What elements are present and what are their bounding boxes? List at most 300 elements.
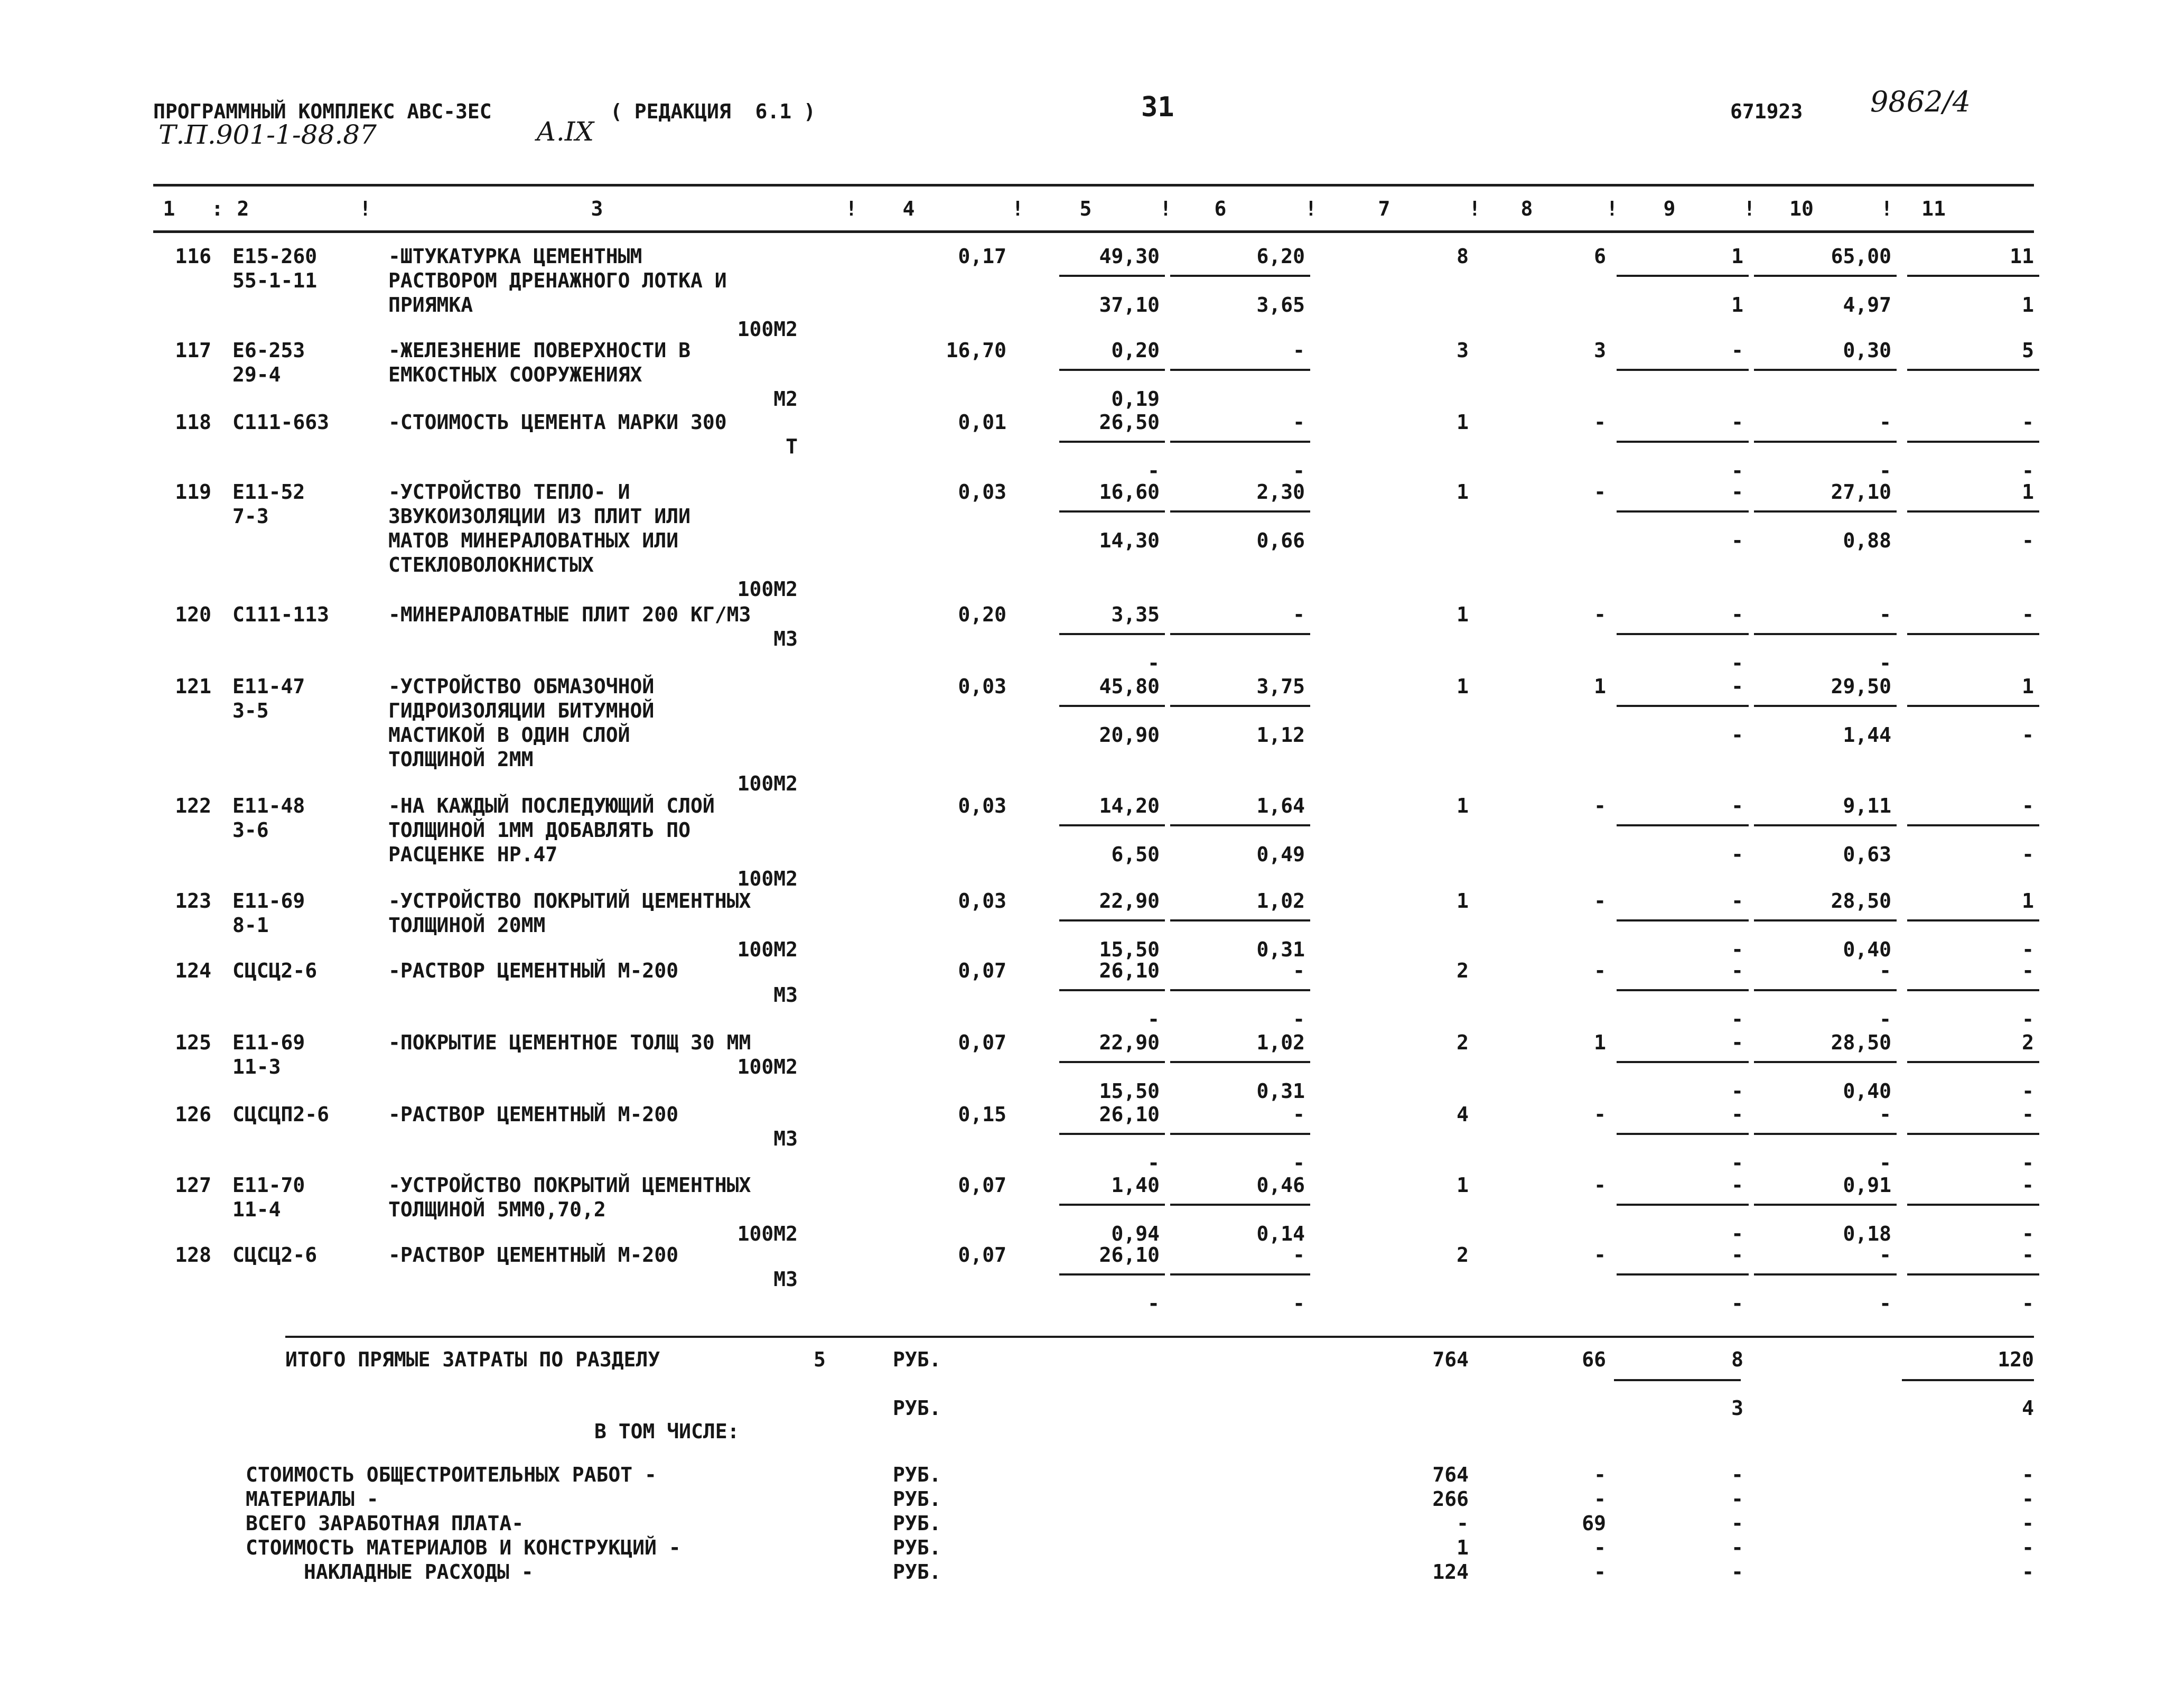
row-code: Е6-253 xyxy=(232,339,305,362)
row-quantity: 0,03 xyxy=(958,675,1006,698)
row-unit: Т xyxy=(786,435,798,458)
row-c5-bottom: 0,19 xyxy=(1111,387,1160,411)
row-description: -НА КАЖДЫЙ ПОСЛЕДУЮЩИЙ СЛОЙ xyxy=(388,794,715,817)
row-code: 3-5 xyxy=(232,699,269,722)
row-code: Е11-52 xyxy=(232,480,305,504)
total-currency: РУБ. xyxy=(893,1348,941,1371)
row-c7: 1 xyxy=(1457,603,1469,626)
fraction-rule xyxy=(1059,633,1165,635)
row-c5-top: 49,30 xyxy=(1099,245,1160,268)
fraction-rule xyxy=(1907,1061,2039,1063)
row-c11-bottom: - xyxy=(2022,529,2034,552)
row-c10-bottom: - xyxy=(1879,1292,1891,1315)
column-separator: ! xyxy=(1881,197,1893,220)
column-separator: : xyxy=(211,197,223,220)
row-description: -ПОКРЫТИЕ ЦЕМЕНТНОЕ ТОЛЩ 30 ММ xyxy=(388,1031,751,1054)
summary-c11: - xyxy=(2022,1487,2034,1511)
row-unit: 100М2 xyxy=(737,772,798,795)
row-c5-top: 16,60 xyxy=(1099,480,1160,504)
row-c11-top: - xyxy=(2022,603,2034,626)
handwritten-project: Т.П.901-1-88.87 xyxy=(158,119,377,150)
row-description: -РАСТВОР ЦЕМЕНТНЫЙ М-200 xyxy=(388,1103,679,1126)
fraction-rule xyxy=(1059,275,1165,277)
row-c5-bottom: 14,30 xyxy=(1099,529,1160,552)
row-code: 29-4 xyxy=(232,363,281,386)
row-c5-top: 22,90 xyxy=(1099,889,1160,913)
fraction-rule xyxy=(1907,369,2039,371)
fraction-rule xyxy=(1754,369,1897,371)
row-c9-top: - xyxy=(1731,411,1743,434)
totals-top-rule xyxy=(285,1336,2034,1338)
column-header-3: 3 xyxy=(591,197,603,220)
row-number: 127 xyxy=(175,1174,211,1197)
summary-c8: - xyxy=(1594,1560,1606,1584)
row-c5-top: 26,10 xyxy=(1099,1103,1160,1126)
row-c6-top: - xyxy=(1293,339,1305,362)
row-c5-bottom: 15,50 xyxy=(1099,1079,1160,1103)
row-c9-bottom: 1 xyxy=(1731,293,1743,316)
fraction-rule xyxy=(1170,1273,1310,1276)
row-c9-bottom: - xyxy=(1731,1292,1743,1315)
summary-currency: РУБ. xyxy=(893,1463,941,1486)
summary-c9: - xyxy=(1731,1536,1743,1559)
fraction-rule xyxy=(1617,919,1749,921)
fraction-rule xyxy=(1059,824,1165,826)
fraction-rule xyxy=(1170,989,1310,991)
summary-c7: 124 xyxy=(1432,1560,1469,1584)
row-quantity: 0,01 xyxy=(958,411,1006,434)
row-c9-bottom: - xyxy=(1731,723,1743,747)
row-unit: М3 xyxy=(773,1268,798,1291)
summary-currency: РУБ. xyxy=(893,1536,941,1559)
fraction-rule xyxy=(1170,705,1310,707)
row-c10-bottom: - xyxy=(1879,459,1891,482)
row-c8: - xyxy=(1594,889,1606,913)
row-c5-top: 26,10 xyxy=(1099,959,1160,982)
summary-c8: - xyxy=(1594,1536,1606,1559)
summary-label: СТОИМОСТЬ ОБЩЕСТРОИТЕЛЬНЫХ РАБОТ - xyxy=(246,1463,657,1486)
row-number: 118 xyxy=(175,411,211,434)
column-separator: ! xyxy=(845,197,857,220)
row-c11-top: - xyxy=(2022,794,2034,817)
fraction-rule xyxy=(1170,824,1310,826)
header-bottom-rule xyxy=(153,230,2034,233)
row-c10-bottom: 0,63 xyxy=(1843,843,1891,866)
summary-c7: 1 xyxy=(1457,1536,1469,1559)
fraction-rule xyxy=(1059,1133,1165,1135)
row-c10-top: - xyxy=(1879,411,1891,434)
row-unit: 100М2 xyxy=(737,867,798,890)
total-c11-bottom: 4 xyxy=(2022,1397,2034,1420)
row-c10-top: 0,30 xyxy=(1843,339,1891,362)
row-c9-top: - xyxy=(1731,889,1743,913)
row-c9-top: - xyxy=(1731,1031,1743,1054)
row-c9-bottom: - xyxy=(1731,1079,1743,1103)
summary-label: МАТЕРИАЛЫ - xyxy=(246,1487,379,1511)
row-c11-bottom: - xyxy=(2022,723,2034,747)
row-c5-bottom: 37,10 xyxy=(1099,293,1160,316)
total-c9: 8 xyxy=(1731,1348,1743,1371)
summary-label: СТОИМОСТЬ МАТЕРИАЛОВ И КОНСТРУКЦИЙ - xyxy=(246,1536,681,1559)
row-c7: 1 xyxy=(1457,675,1469,698)
fraction-rule xyxy=(1617,633,1749,635)
summary-c8: - xyxy=(1594,1487,1606,1511)
row-c11-bottom: - xyxy=(2022,1008,2034,1031)
row-number: 116 xyxy=(175,245,211,268)
row-c6-top: - xyxy=(1293,1243,1305,1267)
row-c11-top: 5 xyxy=(2022,339,2034,362)
row-c7: 1 xyxy=(1457,889,1469,913)
row-c5-top: 26,10 xyxy=(1099,1243,1160,1267)
fraction-rule xyxy=(1170,1204,1310,1206)
column-separator: ! xyxy=(1606,197,1618,220)
row-description: ТОЛЩИНОЙ 1ММ ДОБАВЛЯТЬ ПО xyxy=(388,818,690,842)
fraction-rule xyxy=(1170,1061,1310,1063)
row-description: -УСТРОЙСТВО ПОКРЫТИЙ ЦЕМЕНТНЫХ xyxy=(388,1174,751,1197)
row-c10-top: 27,10 xyxy=(1831,480,1891,504)
summary-c8: - xyxy=(1594,1463,1606,1486)
row-c8: - xyxy=(1594,1243,1606,1267)
row-code: 11-4 xyxy=(232,1198,281,1221)
row-c7: 8 xyxy=(1457,245,1469,268)
row-c11-top: 11 xyxy=(2010,245,2034,268)
summary-c8: 69 xyxy=(1582,1512,1606,1535)
row-quantity: 16,70 xyxy=(946,339,1006,362)
row-c6-top: 1,64 xyxy=(1256,794,1305,817)
total-c8: 66 xyxy=(1582,1348,1606,1371)
row-c6-top: 1,02 xyxy=(1256,889,1305,913)
row-c9-top: - xyxy=(1731,675,1743,698)
total-label: ИТОГО ПРЯМЫЕ ЗАТРАТЫ ПО РАЗДЕЛУ xyxy=(285,1348,660,1371)
row-c6-bottom: - xyxy=(1293,459,1305,482)
row-c10-top: - xyxy=(1879,1243,1891,1267)
row-c9-top: - xyxy=(1731,1174,1743,1197)
row-c5-top: 26,50 xyxy=(1099,411,1160,434)
row-code: 11-3 xyxy=(232,1055,281,1078)
row-code: С111-663 xyxy=(232,411,330,434)
row-c9-bottom: - xyxy=(1731,843,1743,866)
row-number: 122 xyxy=(175,794,211,817)
row-c10-top: 28,50 xyxy=(1831,1031,1891,1054)
row-c9-top: - xyxy=(1731,959,1743,982)
handwritten-album: А.IX xyxy=(536,116,594,147)
row-c10-top: 0,91 xyxy=(1843,1174,1891,1197)
row-c11-top: - xyxy=(2022,411,2034,434)
total-c9-rule xyxy=(1614,1379,1741,1381)
row-c9-bottom: - xyxy=(1731,529,1743,552)
total-c11-rule xyxy=(1902,1379,2034,1381)
row-description: -РАСТВОР ЦЕМЕНТНЫЙ М-200 xyxy=(388,1243,679,1267)
row-unit: М2 xyxy=(773,387,798,411)
row-code: 3-6 xyxy=(232,818,269,842)
fraction-rule xyxy=(1059,989,1165,991)
row-c10-bottom: 0,18 xyxy=(1843,1222,1891,1245)
row-description: РАСТВОРОМ ДРЕНАЖНОГО ЛОТКА И xyxy=(388,269,727,292)
row-c7: 1 xyxy=(1457,480,1469,504)
fraction-rule xyxy=(1907,1273,2039,1276)
row-description: -МИНЕРАЛОВАТНЫЕ ПЛИТ 200 КГ/М3 xyxy=(388,603,751,626)
row-unit: 100М2 xyxy=(737,578,798,601)
fraction-rule xyxy=(1059,1204,1165,1206)
fraction-rule xyxy=(1754,1061,1897,1063)
row-code: 7-3 xyxy=(232,505,269,528)
row-description: ПРИЯМКА xyxy=(388,293,473,316)
row-c11-top: 1 xyxy=(2022,675,2034,698)
row-c9-bottom: - xyxy=(1731,459,1743,482)
fraction-rule xyxy=(1617,441,1749,443)
fraction-rule xyxy=(1059,705,1165,707)
row-c6-top: - xyxy=(1293,603,1305,626)
row-unit: М3 xyxy=(773,1127,798,1150)
program-title: ПРОГРАММНЫЙ КОМПЛЕКС АВС-3ЕС xyxy=(153,100,492,123)
fraction-rule xyxy=(1907,919,2039,921)
including-label: В ТОМ ЧИСЛЕ: xyxy=(594,1420,740,1443)
row-unit: 100М2 xyxy=(737,938,798,961)
fraction-rule xyxy=(1617,989,1749,991)
row-c7: 1 xyxy=(1457,794,1469,817)
fraction-rule xyxy=(1617,1204,1749,1206)
row-c9-top: - xyxy=(1731,1103,1743,1126)
fraction-rule xyxy=(1907,1204,2039,1206)
fraction-rule xyxy=(1907,275,2039,277)
row-c6-bottom: - xyxy=(1293,1008,1305,1031)
row-c5-top: 45,80 xyxy=(1099,675,1160,698)
row-c11-bottom: - xyxy=(2022,1292,2034,1315)
row-c11-top: - xyxy=(2022,959,2034,982)
row-c10-top: - xyxy=(1879,1103,1891,1126)
row-c10-bottom: 1,44 xyxy=(1843,723,1891,747)
row-c10-bottom: 0,40 xyxy=(1843,1079,1891,1103)
row-c6-bottom: 0,14 xyxy=(1256,1222,1305,1245)
row-unit: 100М2 xyxy=(737,318,798,341)
total-c7: 764 xyxy=(1432,1348,1469,1371)
row-c6-top: 2,30 xyxy=(1256,480,1305,504)
row-c10-top: 65,00 xyxy=(1831,245,1891,268)
row-c10-top: 28,50 xyxy=(1831,889,1891,913)
row-quantity: 0,03 xyxy=(958,794,1006,817)
row-c10-bottom: - xyxy=(1879,651,1891,675)
row-unit: 100М2 xyxy=(737,1222,798,1245)
row-c6-bottom: 0,31 xyxy=(1256,938,1305,961)
row-c10-bottom: 0,88 xyxy=(1843,529,1891,552)
row-number: 124 xyxy=(175,959,211,982)
row-description: -ЖЕЛЕЗНЕНИЕ ПОВЕРХНОСТИ В xyxy=(388,339,690,362)
row-description: -ШТУКАТУРКА ЦЕМЕНТНЫМ xyxy=(388,245,642,268)
row-c11-top: - xyxy=(2022,1103,2034,1126)
row-number: 120 xyxy=(175,603,211,626)
row-c9-top: - xyxy=(1731,1243,1743,1267)
row-c8: - xyxy=(1594,794,1606,817)
row-c6-bottom: - xyxy=(1293,1292,1305,1315)
summary-c7: 266 xyxy=(1432,1487,1469,1511)
row-c5-bottom: 0,94 xyxy=(1111,1222,1160,1245)
row-quantity: 0,03 xyxy=(958,889,1006,913)
row-description: ТОЛЩИНОЙ 2ММ xyxy=(388,748,534,771)
summary-c9: - xyxy=(1731,1560,1743,1584)
fraction-rule xyxy=(1907,441,2039,443)
column-header-1: 1 xyxy=(163,197,175,220)
row-c6-bottom: 0,66 xyxy=(1256,529,1305,552)
column-header-8: 8 xyxy=(1520,197,1533,220)
row-description: ГИДРОИЗОЛЯЦИИ БИТУМНОЙ xyxy=(388,699,655,722)
column-separator: ! xyxy=(359,197,371,220)
summary-c7: - xyxy=(1457,1512,1469,1535)
fraction-rule xyxy=(1754,441,1897,443)
fraction-rule xyxy=(1170,441,1310,443)
summary-label: ВСЕГО ЗАРАБОТНАЯ ПЛАТА- xyxy=(246,1512,524,1535)
summary-c11: - xyxy=(2022,1463,2034,1486)
row-code: Е11-47 xyxy=(232,675,305,698)
summary-currency: РУБ. xyxy=(893,1560,941,1584)
row-c7: 2 xyxy=(1457,1243,1469,1267)
table-top-rule xyxy=(153,184,2034,187)
row-description: -УСТРОЙСТВО ПОКРЫТИЙ ЦЕМЕНТНЫХ xyxy=(388,889,751,913)
total-section: 5 xyxy=(814,1348,826,1371)
row-c11-top: - xyxy=(2022,1243,2034,1267)
row-c5-bottom: - xyxy=(1147,651,1160,675)
row-description: МАТОВ МИНЕРАЛОВАТНЫХ ИЛИ xyxy=(388,529,679,552)
row-c5-top: 22,90 xyxy=(1099,1031,1160,1054)
row-c10-bottom: 4,97 xyxy=(1843,293,1891,316)
fraction-rule xyxy=(1617,275,1749,277)
row-c5-bottom: 20,90 xyxy=(1099,723,1160,747)
row-c5-bottom: - xyxy=(1147,1292,1160,1315)
fraction-rule xyxy=(1170,919,1310,921)
row-c10-top: - xyxy=(1879,603,1891,626)
row-c11-bottom: - xyxy=(2022,1079,2034,1103)
row-c8: 1 xyxy=(1594,675,1606,698)
column-header-10: 10 xyxy=(1789,197,1814,220)
row-c7: 2 xyxy=(1457,1031,1469,1054)
row-c11-bottom: - xyxy=(2022,1222,2034,1245)
fraction-rule xyxy=(1754,510,1897,513)
row-c11-top: 2 xyxy=(2022,1031,2034,1054)
row-c8: 1 xyxy=(1594,1031,1606,1054)
fraction-rule xyxy=(1907,705,2039,707)
fraction-rule xyxy=(1907,633,2039,635)
fraction-rule xyxy=(1907,824,2039,826)
fraction-rule xyxy=(1617,824,1749,826)
row-c9-bottom: - xyxy=(1731,651,1743,675)
row-code: СЦСЦП2-6 xyxy=(232,1103,330,1126)
fraction-rule xyxy=(1754,275,1897,277)
summary-currency: РУБ. xyxy=(893,1487,941,1511)
row-c6-bottom: 1,12 xyxy=(1256,723,1305,747)
row-c10-top: - xyxy=(1879,959,1891,982)
total-c9-bottom: 3 xyxy=(1731,1397,1743,1420)
fraction-rule xyxy=(1617,705,1749,707)
fraction-rule xyxy=(1059,369,1165,371)
row-number: 117 xyxy=(175,339,211,362)
row-c7: 1 xyxy=(1457,411,1469,434)
row-code: Е11-69 xyxy=(232,889,305,913)
row-number: 123 xyxy=(175,889,211,913)
row-quantity: 0,17 xyxy=(958,245,1006,268)
row-c9-top: - xyxy=(1731,794,1743,817)
row-c6-top: - xyxy=(1293,411,1305,434)
column-header-11: 11 xyxy=(1921,197,1946,220)
column-separator: ! xyxy=(1469,197,1481,220)
row-c8: - xyxy=(1594,480,1606,504)
row-c8: 3 xyxy=(1594,339,1606,362)
fraction-rule xyxy=(1754,989,1897,991)
fraction-rule xyxy=(1754,1273,1897,1276)
fraction-rule xyxy=(1617,1133,1749,1135)
summary-c11: - xyxy=(2022,1512,2034,1535)
row-c6-top: - xyxy=(1293,959,1305,982)
fraction-rule xyxy=(1907,510,2039,513)
fraction-rule xyxy=(1170,510,1310,513)
row-quantity: 0,03 xyxy=(958,480,1006,504)
row-code: Е15-260 xyxy=(232,245,318,268)
document-code: 671923 xyxy=(1730,100,1803,123)
handwritten-code: 9862/4 xyxy=(1870,85,1971,118)
row-c10-bottom: - xyxy=(1879,1008,1891,1031)
fraction-rule xyxy=(1059,441,1165,443)
row-c6-top: 0,46 xyxy=(1256,1174,1305,1197)
row-code: Е11-48 xyxy=(232,794,305,817)
fraction-rule xyxy=(1754,1204,1897,1206)
page-number: 31 xyxy=(1141,91,1174,123)
row-code: СЦСЦ2-6 xyxy=(232,959,318,982)
summary-c11: - xyxy=(2022,1536,2034,1559)
fraction-rule xyxy=(1617,1061,1749,1063)
column-header-5: 5 xyxy=(1079,197,1092,220)
column-separator: ! xyxy=(1305,197,1317,220)
row-c5-bottom: 15,50 xyxy=(1099,938,1160,961)
fraction-rule xyxy=(1907,989,2039,991)
fraction-rule xyxy=(1617,369,1749,371)
row-number: 128 xyxy=(175,1243,211,1267)
row-code: Е11-70 xyxy=(232,1174,305,1197)
row-c11-top: 1 xyxy=(2022,480,2034,504)
row-c5-bottom: - xyxy=(1147,1151,1160,1175)
row-c10-bottom: 0,40 xyxy=(1843,938,1891,961)
row-c5-top: 14,20 xyxy=(1099,794,1160,817)
fraction-rule xyxy=(1754,919,1897,921)
row-description: ТОЛЩИНОЙ 5ММ0,70,2 xyxy=(388,1198,606,1221)
row-quantity: 0,07 xyxy=(958,959,1006,982)
fraction-rule xyxy=(1059,1061,1165,1063)
fraction-rule xyxy=(1617,510,1749,513)
row-description: -СТОИМОСТЬ ЦЕМЕНТА МАРКИ 300 xyxy=(388,411,727,434)
row-c11-bottom: 1 xyxy=(2022,293,2034,316)
summary-c9: - xyxy=(1731,1512,1743,1535)
row-description: -РАСТВОР ЦЕМЕНТНЫЙ М-200 xyxy=(388,959,679,982)
row-c6-bottom: 3,65 xyxy=(1256,293,1305,316)
row-number: 125 xyxy=(175,1031,211,1054)
row-c9-top: - xyxy=(1731,480,1743,504)
fraction-rule xyxy=(1754,633,1897,635)
row-description: РАСЦЕНКЕ НР.47 xyxy=(388,843,558,866)
row-code: СЦСЦ2-6 xyxy=(232,1243,318,1267)
column-separator: ! xyxy=(1743,197,1756,220)
row-number: 126 xyxy=(175,1103,211,1126)
row-c9-bottom: - xyxy=(1731,1222,1743,1245)
column-header-2: 2 xyxy=(237,197,249,220)
row-c8: - xyxy=(1594,411,1606,434)
row-c11-top: - xyxy=(2022,1174,2034,1197)
fraction-rule xyxy=(1170,633,1310,635)
row-c6-top: 6,20 xyxy=(1256,245,1305,268)
row-c9-bottom: - xyxy=(1731,1008,1743,1031)
row-c8: - xyxy=(1594,603,1606,626)
row-code: С111-113 xyxy=(232,603,330,626)
row-c7: 4 xyxy=(1457,1103,1469,1126)
row-c11-bottom: - xyxy=(2022,1151,2034,1175)
row-c6-top: 3,75 xyxy=(1256,675,1305,698)
row-c5-top: 0,20 xyxy=(1111,339,1160,362)
